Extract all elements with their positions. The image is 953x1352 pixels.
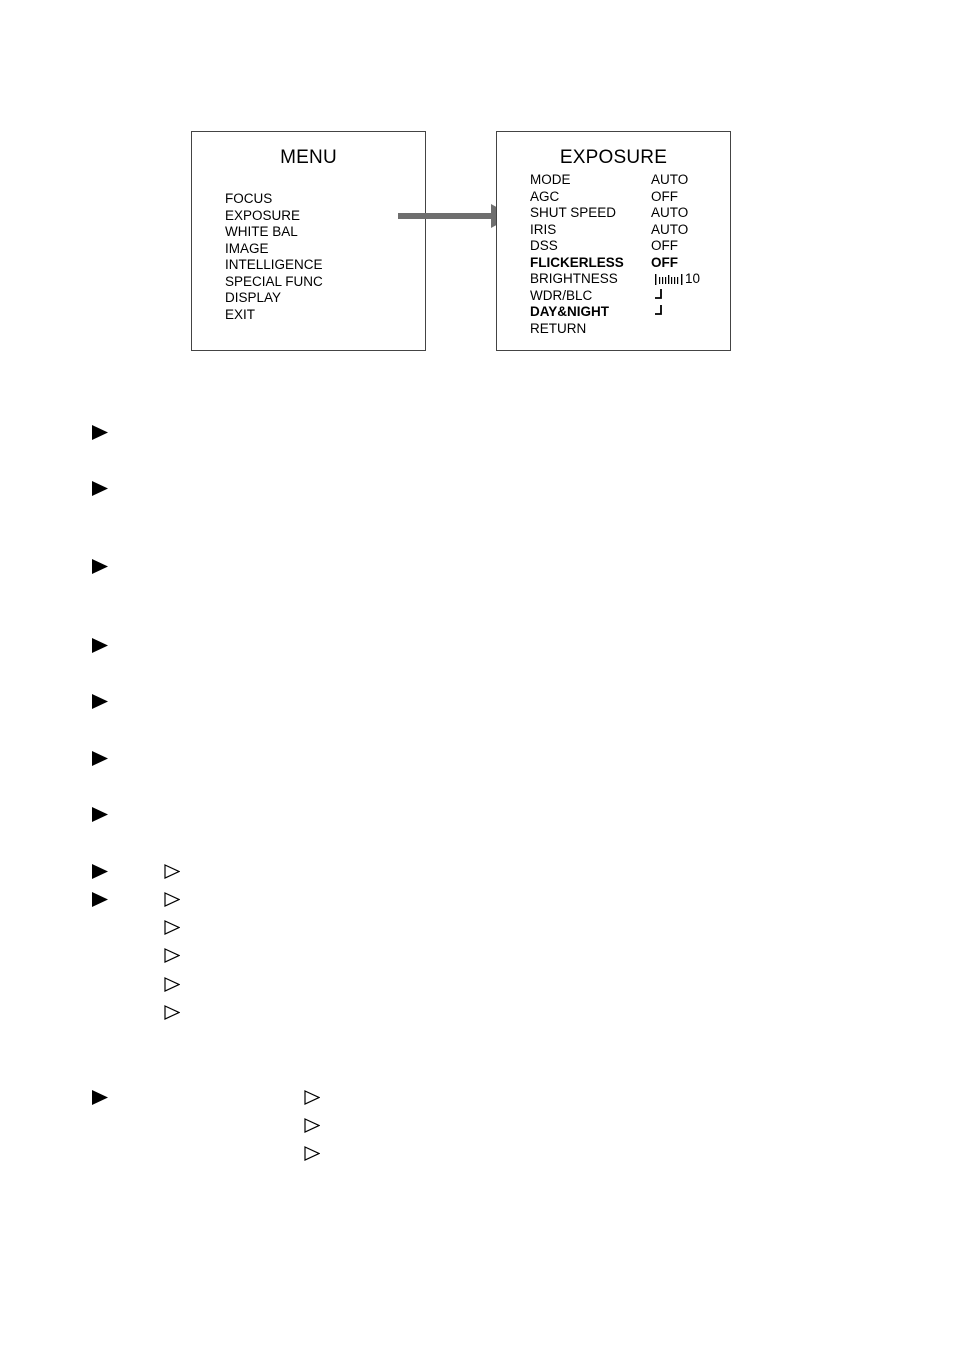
filled-right-triangle-icon xyxy=(92,481,108,496)
setting-label: WDR/BLC xyxy=(530,287,593,303)
setting-label: IRIS xyxy=(530,221,557,237)
enter-icon xyxy=(652,304,664,321)
setting-row-agc[interactable] xyxy=(530,189,726,206)
filled-right-triangle-icon xyxy=(92,1090,108,1105)
exposure-panel xyxy=(496,131,731,351)
brightness-value xyxy=(654,271,700,288)
setting-row-flickerless[interactable] xyxy=(530,255,726,272)
setting-row-brightness[interactable] xyxy=(530,271,726,288)
menu-item-white-bal[interactable]: WHITE BAL xyxy=(225,224,298,239)
outline-right-triangle-icon xyxy=(304,1146,320,1161)
menu-panel xyxy=(191,131,426,351)
setting-label: DSS xyxy=(530,238,558,253)
setting-label: DAY&NIGHT xyxy=(530,304,610,319)
brightness-number: 10 xyxy=(685,271,701,286)
filled-right-triangle-icon xyxy=(92,864,108,879)
outline-right-triangle-icon xyxy=(164,1005,180,1020)
outline-right-triangle-icon xyxy=(164,892,180,907)
setting-label: RETURN xyxy=(530,320,587,336)
setting-row-dss[interactable] xyxy=(530,238,726,255)
setting-value: OFF xyxy=(651,238,678,253)
setting-value: OFF xyxy=(651,188,678,204)
setting-row-return[interactable] xyxy=(530,321,726,338)
setting-value: AUTO xyxy=(651,205,689,220)
filled-right-triangle-icon xyxy=(92,694,108,709)
enter-icon xyxy=(652,288,664,305)
menu-item-display[interactable]: DISPLAY xyxy=(225,290,282,305)
menu-item-image[interactable]: IMAGE xyxy=(225,240,269,256)
setting-row-wdr-blc[interactable] xyxy=(530,288,726,305)
menu-item-exit[interactable]: EXIT xyxy=(225,306,256,322)
outline-right-triangle-icon xyxy=(164,920,180,935)
setting-value: OFF xyxy=(651,254,678,270)
setting-row-mode[interactable] xyxy=(530,172,726,189)
menu-item-intelligence[interactable]: INTELLIGENCE xyxy=(225,257,323,272)
menu-item-focus[interactable]: FOCUS xyxy=(225,191,273,206)
setting-label: BRIGHTNESS xyxy=(530,271,618,286)
setting-value: AUTO xyxy=(651,172,689,187)
setting-label: FLICKERLESS xyxy=(530,254,624,270)
setting-value: AUTO xyxy=(651,221,689,237)
setting-row-iris[interactable] xyxy=(530,222,726,239)
menu-list xyxy=(225,191,323,323)
filled-right-triangle-icon xyxy=(92,892,108,907)
outline-right-triangle-icon xyxy=(164,977,180,992)
setting-label: AGC xyxy=(530,188,560,204)
setting-row-shut-speed[interactable] xyxy=(530,205,726,222)
filled-right-triangle-icon xyxy=(92,638,108,653)
menu-item-exposure[interactable]: EXPOSURE xyxy=(225,207,301,223)
filled-right-triangle-icon xyxy=(92,425,108,440)
outline-right-triangle-icon xyxy=(164,948,180,963)
menu-item-special-func[interactable]: SPECIAL FUNC xyxy=(225,273,323,289)
menu-title: MENU xyxy=(280,147,337,168)
setting-label: SHUT SPEED xyxy=(530,205,617,220)
exposure-title: EXPOSURE xyxy=(559,147,668,168)
filled-right-triangle-icon xyxy=(92,559,108,574)
filled-right-triangle-icon xyxy=(92,751,108,766)
brightness-bar-icon xyxy=(654,274,684,285)
outline-right-triangle-icon xyxy=(304,1090,320,1105)
setting-label: MODE xyxy=(530,172,571,187)
outline-right-triangle-icon xyxy=(304,1118,320,1133)
exposure-settings xyxy=(530,172,726,337)
outline-right-triangle-icon xyxy=(164,864,180,879)
setting-row-day-night[interactable] xyxy=(530,304,726,321)
filled-right-triangle-icon xyxy=(92,807,108,822)
